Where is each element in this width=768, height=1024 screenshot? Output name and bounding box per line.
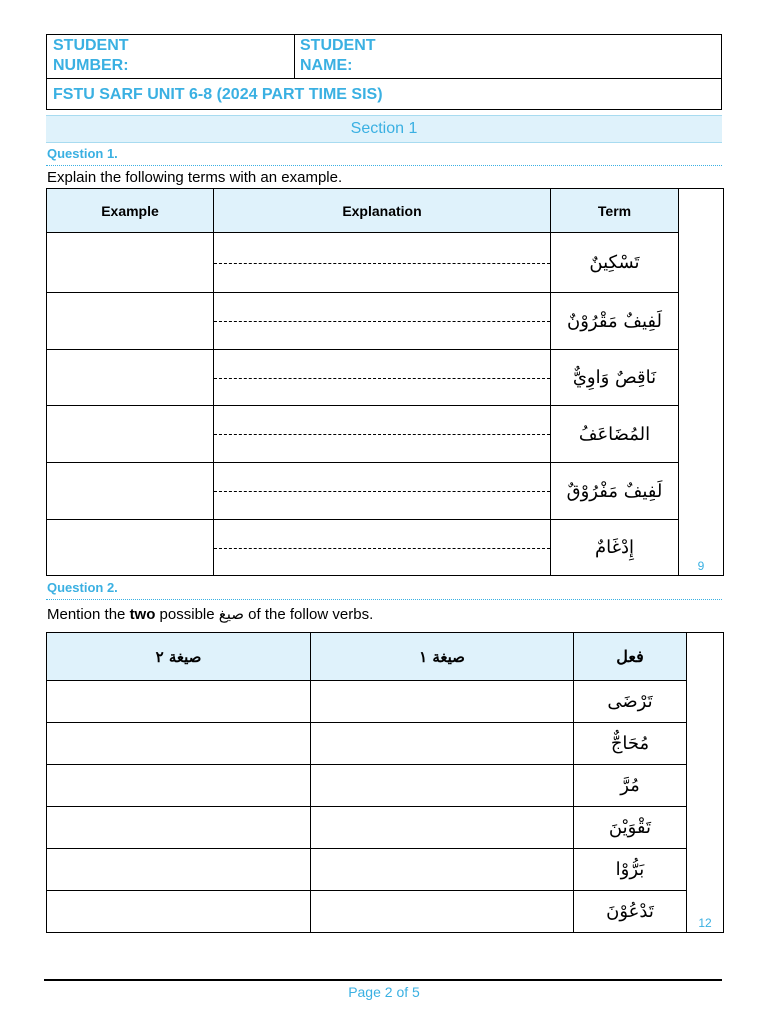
explanation-answer-cell[interactable] bbox=[214, 520, 551, 576]
student-info-box bbox=[46, 34, 722, 110]
example-answer-cell[interactable] bbox=[47, 233, 214, 293]
term-cell: لَفِيفٌ مَفْرُوْقٌ bbox=[551, 463, 679, 520]
verb-cell: تَرْضَى bbox=[574, 681, 687, 723]
table-row bbox=[47, 350, 724, 406]
student-number-label: STUDENT NUMBER: bbox=[53, 37, 129, 74]
section-title: Section 1 bbox=[46, 115, 722, 143]
table-row bbox=[47, 681, 724, 723]
table-row bbox=[47, 765, 724, 807]
sigha-1-answer-cell[interactable] bbox=[311, 765, 574, 807]
sigha-1-answer-cell[interactable] bbox=[311, 849, 574, 891]
term-cell: المُضَاعَفُ bbox=[551, 406, 679, 463]
table-row bbox=[47, 463, 724, 520]
footer-divider bbox=[44, 979, 722, 981]
sigha-2-answer-cell[interactable] bbox=[47, 681, 311, 723]
table-row bbox=[47, 406, 724, 463]
sigha-2-answer-cell[interactable] bbox=[47, 849, 311, 891]
example-answer-cell[interactable] bbox=[47, 350, 214, 406]
explanation-answer-cell[interactable] bbox=[214, 293, 551, 350]
example-answer-cell[interactable] bbox=[47, 520, 214, 576]
column-header-term: Term bbox=[551, 189, 679, 233]
sigha-2-answer-cell[interactable] bbox=[47, 765, 311, 807]
table-row bbox=[47, 849, 724, 891]
sigha-1-answer-cell[interactable] bbox=[311, 807, 574, 849]
question-2-instruction: Mention the two possible صيغ of the follow verbs. bbox=[47, 605, 374, 623]
page-number: Page 2 of 5 bbox=[348, 984, 420, 1000]
term-cell: تَسْكِينٌ bbox=[551, 233, 679, 293]
verb-cell: مُحَاجٌّ bbox=[574, 723, 687, 765]
question-1-score: 9 bbox=[679, 189, 724, 576]
term-cell: إِدْغَامٌ bbox=[551, 520, 679, 576]
column-header-explanation: Explanation bbox=[214, 189, 551, 233]
column-header-sigha-2: صيغة ٢ bbox=[47, 633, 311, 681]
verb-cell: تَدْعُوْنَ bbox=[574, 891, 687, 933]
column-header-sigha-1: صيغة ١ bbox=[311, 633, 574, 681]
explanation-answer-cell[interactable] bbox=[214, 350, 551, 406]
verb-cell: تَقْوَيْنَ bbox=[574, 807, 687, 849]
table-row bbox=[47, 293, 724, 350]
column-header-example: Example bbox=[47, 189, 214, 233]
verb-cell: مُرَّ bbox=[574, 765, 687, 807]
term-cell: لَفِيفٌ مَقْرُوْنٌ bbox=[551, 293, 679, 350]
sigha-1-answer-cell[interactable] bbox=[311, 681, 574, 723]
example-answer-cell[interactable] bbox=[47, 406, 214, 463]
explanation-answer-cell[interactable] bbox=[214, 233, 551, 293]
explanation-answer-cell[interactable] bbox=[214, 463, 551, 520]
example-answer-cell[interactable] bbox=[47, 463, 214, 520]
table-row bbox=[47, 233, 724, 293]
verb-cell: بَرُّوْا bbox=[574, 849, 687, 891]
course-title: FSTU SARF UNIT 6-8 (2024 PART TIME SIS) bbox=[53, 86, 383, 103]
sigha-1-answer-cell[interactable] bbox=[311, 891, 574, 933]
terms-table bbox=[46, 188, 724, 576]
sigha-1-answer-cell[interactable] bbox=[311, 723, 574, 765]
explanation-answer-cell[interactable] bbox=[214, 406, 551, 463]
table-row bbox=[47, 891, 724, 933]
question-1-label: Question 1. bbox=[47, 146, 118, 161]
table-row bbox=[47, 723, 724, 765]
question-2-score: 12 bbox=[687, 633, 724, 933]
verbs-table bbox=[46, 632, 724, 933]
table-row bbox=[47, 520, 724, 576]
sigha-2-answer-cell[interactable] bbox=[47, 891, 311, 933]
example-answer-cell[interactable] bbox=[47, 293, 214, 350]
table-row bbox=[47, 807, 724, 849]
sigha-2-answer-cell[interactable] bbox=[47, 807, 311, 849]
student-name-label: STUDENT NAME: bbox=[300, 37, 376, 74]
question-2-label: Question 2. bbox=[47, 580, 118, 595]
sigha-2-answer-cell[interactable] bbox=[47, 723, 311, 765]
term-cell: نَاقِصٌ وَاوِيٌّ bbox=[551, 350, 679, 406]
question-1-instruction: Explain the following terms with an example. bbox=[47, 169, 343, 186]
column-header-fiil: فعل bbox=[574, 633, 687, 681]
